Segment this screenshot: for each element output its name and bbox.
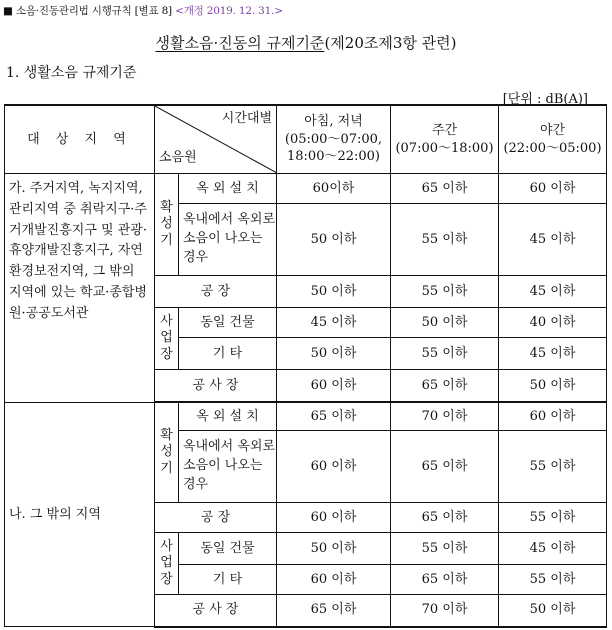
value-cell: 70 이하 [391,403,499,431]
title-note: (제20조제3항 관련) [324,34,457,52]
page-title [0,32,612,53]
table-row [5,174,607,204]
source-cell: 동일 건물 [179,533,277,565]
table-header-row [5,105,607,174]
value-cell: 50 이하 [277,276,391,308]
value-cell: 55 이하 [391,204,499,276]
value-cell: 65 이하 [391,370,499,402]
region-a-name: 가. 주거지역, 녹지지역, 관리지역 중 취락지구·주거개발진흥지구 및 관광·휴양개발진흥지구, 자연환경보전지역, 그 밖의 지역에 있는 학교·종합병원·공공도서관 [5,174,155,403]
value-cell: 45 이하 [499,204,607,276]
amendment-note: <개정 2019. 12. 31.> [175,5,283,17]
value-cell: 65 이하 [277,403,391,431]
source-cell: 공 장 [155,276,277,308]
table-row [5,403,607,431]
value-cell: 50 이하 [277,204,391,276]
value-cell: 65 이하 [391,431,499,503]
noise-standard-table [4,104,607,628]
value-cell: 60 이하 [499,174,607,204]
source-cell: 옥 외 설 치 [179,174,277,204]
loudspeaker-group-label: 확 성 기 [155,403,179,503]
value-cell: 50 이하 [499,595,607,627]
value-cell: 60 이하 [277,503,391,533]
value-cell: 65 이하 [391,174,499,204]
value-cell: 65 이하 [277,595,391,627]
value-cell: 65 이하 [391,565,499,595]
value-cell: 60 이하 [277,431,391,503]
loudspeaker-group-label: 확 성 기 [155,174,179,276]
source-cell: 공 사 장 [155,595,277,627]
value-cell: 55 이하 [499,565,607,595]
header-bullet: ■ [3,5,13,17]
source-cell: 공 장 [155,503,277,533]
region-b-name: 나. 그 밖의 지역 [5,403,155,627]
value-cell: 50 이하 [499,370,607,402]
value-cell: 55 이하 [499,431,607,503]
source-cell: 기 타 [179,565,277,595]
diagonal-header-cell [155,105,277,174]
time-slot-morning-evening: 아침, 저녁 (05:00～07:00, 18:00～22:00) [277,105,391,174]
source-cell: 옥내에서 옥외로 소음이 나오는 경우 [179,204,277,276]
value-cell: 60 이하 [277,565,391,595]
value-cell: 55 이하 [499,503,607,533]
value-cell: 50 이하 [391,308,499,338]
business-group-label: 사 업 장 [155,308,179,370]
section-heading: 1. 생활소음 규제기준 [6,65,137,81]
value-cell: 45 이하 [499,338,607,370]
source-cell: 기 타 [179,338,277,370]
value-cell: 45 이하 [499,276,607,308]
value-cell: 65 이하 [391,503,499,533]
document-header [3,3,283,18]
source-cell: 옥내에서 옥외로 소음이 나오는 경우 [179,431,277,503]
source-cell: 동일 건물 [179,308,277,338]
value-cell: 60이하 [277,174,391,204]
value-cell: 45 이하 [499,533,607,565]
unit-label: [단위 : dB(A)] [502,92,588,107]
time-slot-night: 야간 (22:00～05:00) [499,105,607,174]
region-header: 대 상 지 역 [5,105,155,174]
value-cell: 70 이하 [391,595,499,627]
value-cell: 45 이하 [277,308,391,338]
value-cell: 55 이하 [391,533,499,565]
value-cell: 50 이하 [277,338,391,370]
value-cell: 60 이하 [277,370,391,402]
value-cell: 40 이하 [499,308,607,338]
value-cell: 55 이하 [391,338,499,370]
source-cell: 공 사 장 [155,370,277,402]
time-axis-label: 시간대별 [221,111,272,126]
value-cell: 50 이하 [277,533,391,565]
value-cell: 60 이하 [499,403,607,431]
header-text: 소음·진동관리법 시행규칙 [별표 8] [15,5,172,17]
title-main: 생활소음·진동의 규제기준 [155,34,325,52]
business-group-label: 사 업 장 [155,533,179,595]
time-slot-daytime: 주간 (07:00～18:00) [391,105,499,174]
value-cell: 55 이하 [391,276,499,308]
source-axis-label: 소음원 [159,150,197,166]
source-cell: 옥 외 설 치 [179,403,277,431]
